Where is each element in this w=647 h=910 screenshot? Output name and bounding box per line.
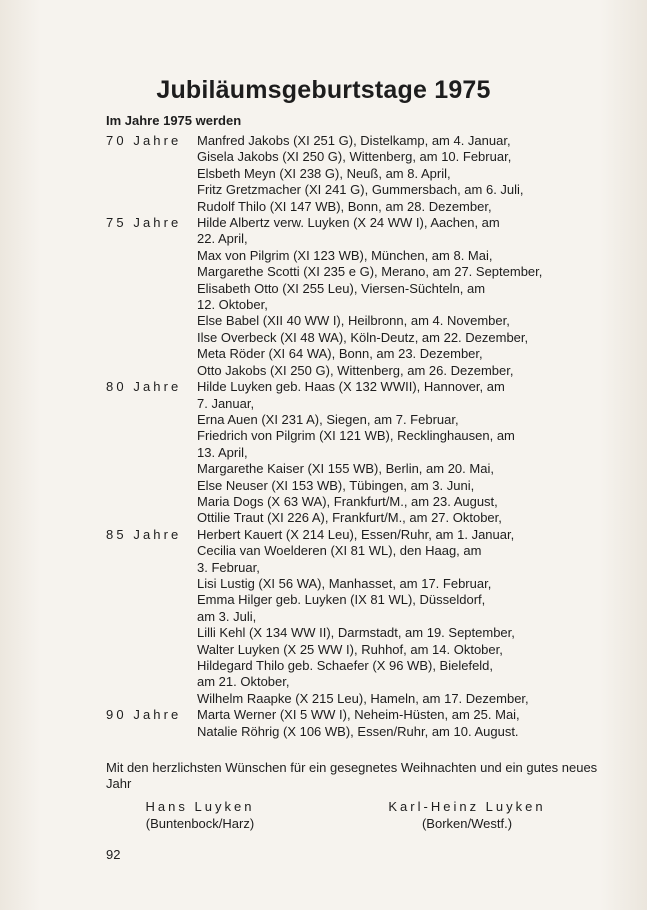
entry-line: Fritz Gretzmacher (XI 241 G), Gummersbach, am 6. Juli, — [197, 182, 524, 198]
entry-line: Hilde Albertz verw. Luyken (X 24 WW I), Aachen, am — [197, 215, 500, 231]
entry-line: Walter Luyken (X 25 WW I), Ruhhof, am 14. Oktober, — [197, 641, 503, 657]
birthday-list — [0, 133, 647, 740]
page-title: Jubiläumsgeburtstage 1975 — [156, 76, 491, 104]
entry-line: Gisela Jakobs (XI 250 G), Wittenberg, am 10. Februar, — [197, 149, 512, 165]
age-label: 70 Jahre — [106, 133, 182, 148]
entry-line: Rudolf Thilo (XI 147 WB), Bonn, am 28. Dezember, — [197, 198, 492, 214]
entry-line: Margarethe Scotti (XI 235 e G), Merano, am 27. September, — [197, 264, 543, 280]
page-number: 92 — [106, 847, 121, 862]
signature-right — [372, 798, 562, 832]
entry-line: Margarethe Kaiser (XI 155 WB), Berlin, am 20. Mai, — [197, 461, 494, 477]
entry-line: Else Neuser (XI 153 WB), Tübingen, am 3. Juni, — [197, 477, 475, 493]
entry-line: 12. Oktober, — [197, 297, 268, 313]
entry-line: 22. April, — [197, 231, 248, 247]
entry-lines — [197, 379, 647, 527]
entry-line: Lilli Kehl (X 134 WW II), Darmstadt, am 19. September, — [197, 625, 515, 641]
entry-line: Manfred Jakobs (XI 251 G), Distelkamp, am 4. Januar, — [197, 133, 511, 148]
entry-line: Herbert Kauert (X 214 Leu), Essen/Ruhr, am 1. Januar, — [197, 526, 515, 542]
entry-line: Ottilie Traut (XI 226 A), Frankfurt/M., am 27. Oktober, — [197, 510, 502, 526]
entry-line: Lisi Lustig (XI 56 WA), Manhasset, am 17. Februar, — [197, 575, 492, 591]
age-group — [0, 215, 647, 379]
entry-line: am 3. Juli, — [197, 608, 257, 624]
entry-lines — [197, 133, 647, 215]
entry-line: Maria Dogs (X 63 WA), Frankfurt/M., am 23. August, — [197, 493, 498, 509]
age-group — [0, 133, 647, 215]
entry-line: am 21. Oktober, — [197, 674, 290, 690]
entry-line: Hilde Luyken geb. Haas (X 132 WWII), Hannover, am — [197, 379, 505, 395]
intro-line: Im Jahre 1975 werden — [106, 113, 242, 128]
entry-lines — [197, 707, 647, 740]
entry-line: Hildegard Thilo geb. Schaefer (X 96 WB), Bielefeld, — [197, 658, 494, 673]
entry-lines — [197, 527, 647, 707]
entry-line: Emma Hilger geb. Luyken (IX 81 WL), Düsseldorf, — [197, 592, 486, 608]
entry-line: Wilhelm Raapke (X 215 Leu), Hameln, am 17. Dezember, — [197, 690, 529, 706]
entry-line: Meta Röder (XI 64 WA), Bonn, am 23. Dezember, — [197, 346, 483, 362]
signature-place: (Borken/Westf.) — [421, 816, 513, 831]
entry-line: Cecilia van Woelderen (XI 81 WL), den Haag, am — [197, 543, 482, 559]
signature-name: Karl-Heinz Luyken — [388, 799, 546, 814]
entry-line: Elsbeth Meyn (XI 238 G), Neuß, am 8. April, — [197, 165, 451, 181]
entry-line: Max von Pilgrim (XI 123 WB), München, am 8. Mai, — [197, 247, 493, 263]
age-label: 80 Jahre — [106, 379, 182, 395]
age-label: 75 Jahre — [106, 215, 182, 231]
age-label: 85 Jahre — [106, 526, 182, 542]
closing-greeting: Mit den herzlichsten Wünschen für ein gesegnetes Weihnachten und ein gutes neues Jahr — [106, 760, 598, 792]
entry-line: 3. Februar, — [197, 559, 260, 575]
entry-line: Else Babel (XII 40 WW I), Heilbronn, am 4. November, — [197, 313, 510, 329]
entry-line: Marta Werner (XI 5 WW I), Neheim-Hüsten, am 25. Mai, — [197, 707, 520, 723]
signature-name: Hans Luyken — [145, 799, 255, 814]
age-label: 90 Jahre — [106, 707, 182, 723]
entry-line: Erna Auen (XI 231 A), Siegen, am 7. Februar, — [197, 411, 459, 427]
entry-line: Friedrich von Pilgrim (XI 121 WB), Recklinghausen, am — [197, 428, 515, 444]
entry-line: 13. April, — [197, 444, 248, 460]
age-group — [0, 707, 647, 740]
entry-line: Natalie Röhrig (X 106 WB), Essen/Ruhr, am 10. August. — [197, 723, 519, 739]
entry-lines — [197, 215, 647, 379]
age-group — [0, 379, 647, 527]
signature-left — [130, 798, 270, 832]
entry-line: Ilse Overbeck (XI 48 WA), Köln-Deutz, am 22. Dezember, — [197, 329, 529, 345]
entry-line: 7. Januar, — [197, 395, 255, 411]
signature-place: (Buntenbock/Harz) — [145, 816, 255, 831]
entry-line: Elisabeth Otto (XI 255 Leu), Viersen-Süchteln, am — [197, 280, 486, 296]
age-group — [0, 527, 647, 707]
entry-line: Otto Jakobs (XI 250 G), Wittenberg, am 26. Dezember, — [197, 362, 514, 378]
